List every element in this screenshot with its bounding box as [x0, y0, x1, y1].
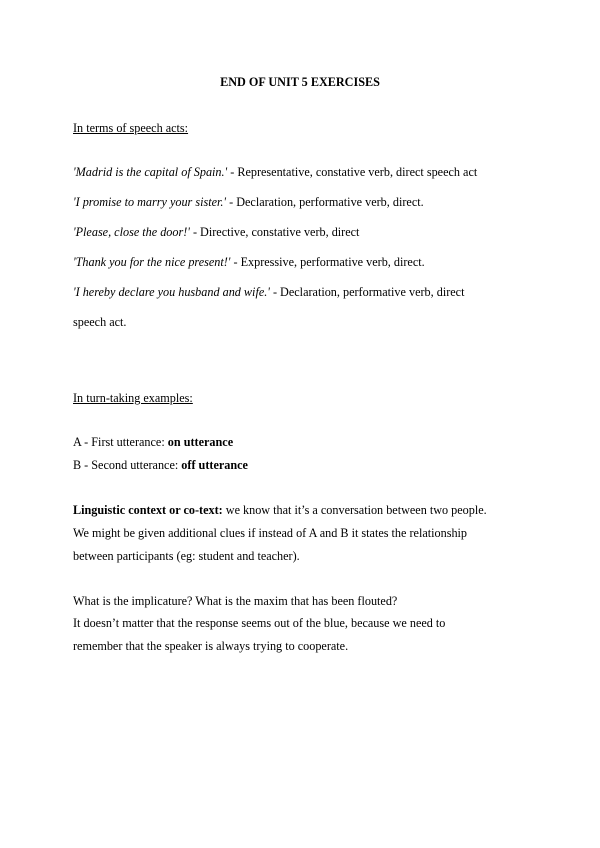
speech-act-item — [73, 166, 477, 178]
speech-act-quote: 'Please, close the door!' — [73, 225, 190, 239]
speech-act-desc: - Declaration, performative verb, direct. — [226, 195, 424, 209]
speech-act-desc: - Representative, constative verb, direct speech act — [227, 165, 478, 179]
context-line: We might be given additional clues if instead of A and B it states the relationship — [73, 526, 468, 540]
speech-act-continuation: speech act. — [73, 315, 127, 329]
speech-act-item — [73, 256, 425, 268]
utterance-b-value: off utterance — [181, 458, 248, 472]
speech-act-desc: - Directive, constative verb, direct — [189, 225, 360, 239]
context-text: we know that it’s a conversation between two people. — [222, 503, 487, 517]
speech-act-quote: 'Madrid is the capital of Spain.' — [73, 165, 228, 179]
page-title: END OF UNIT 5 EXERCISES — [220, 75, 380, 89]
implicature-line: remember that the speaker is always trying to cooperate. — [73, 639, 349, 653]
speech-act-item — [73, 286, 464, 298]
speech-act-item — [73, 226, 359, 238]
turn-taking-heading: In turn-taking examples: — [73, 391, 193, 405]
utterance-a-prefix: A - First utterance: — [73, 435, 168, 449]
speech-act-quote: 'I hereby declare you husband and wife.' — [73, 285, 270, 299]
speech-act-desc: - Declaration, performative verb, direct — [269, 285, 465, 299]
speech-act-quote: 'I promise to marry your sister.' — [73, 195, 227, 209]
context-label: Linguistic context or co-text: — [73, 503, 223, 517]
speech-act-item — [73, 196, 424, 208]
speech-act-quote: 'Thank you for the nice present!' — [73, 255, 231, 269]
utterance-b — [73, 459, 248, 471]
implicature-line: It doesn’t matter that the response seems out of the blue, because we need to — [73, 616, 446, 630]
utterance-a-value: on utterance — [167, 435, 234, 449]
utterance-b-prefix: B - Second utterance: — [73, 458, 182, 472]
context-line — [73, 504, 487, 516]
speech-acts-heading: In terms of speech acts: — [73, 121, 189, 135]
implicature-line: What is the implicature? What is the maxim that has been flouted? — [73, 594, 398, 608]
speech-act-desc: - Expressive, performative verb, direct. — [230, 255, 425, 269]
context-line: between participants (eg: student and teacher). — [73, 549, 300, 563]
utterance-a — [73, 436, 233, 448]
